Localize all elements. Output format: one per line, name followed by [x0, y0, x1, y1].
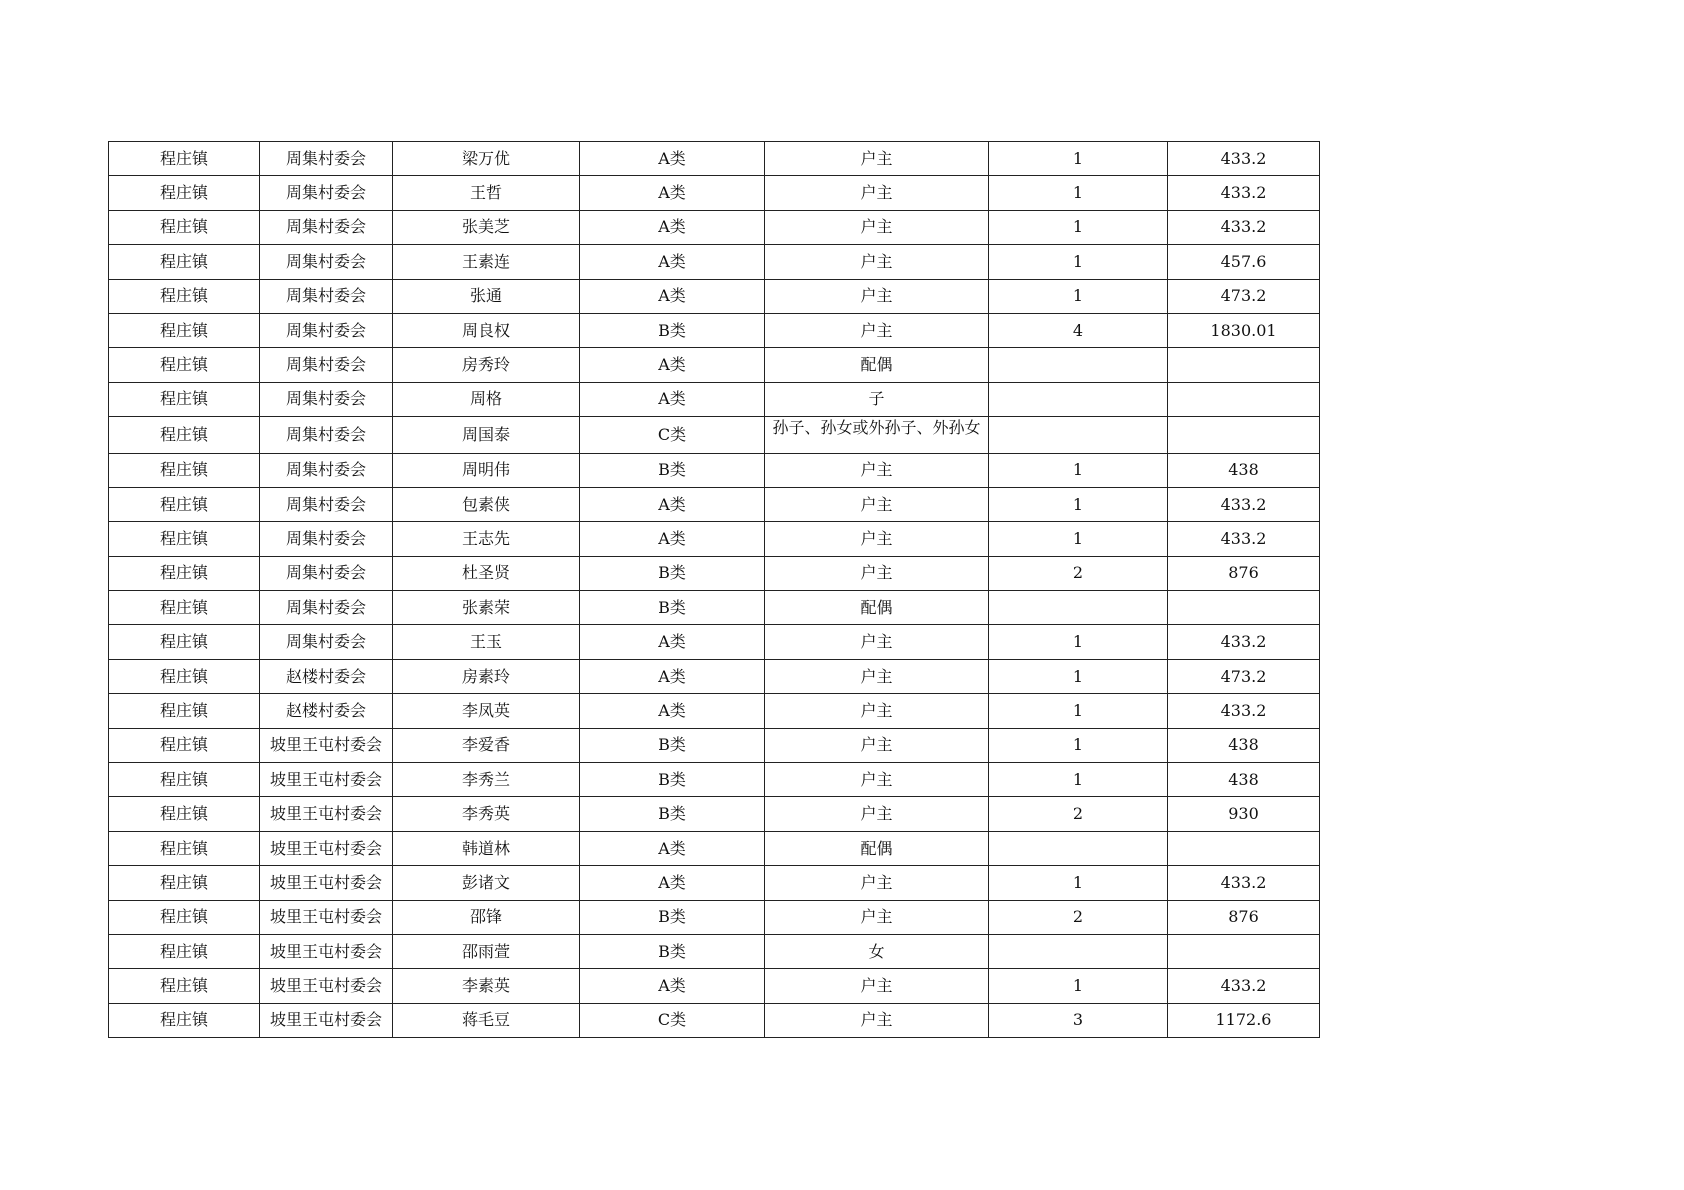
cell-village: 周集村委会	[260, 417, 393, 453]
cell-town: 程庄镇	[109, 417, 260, 453]
table-row	[109, 453, 1320, 487]
cell-count	[989, 348, 1168, 382]
table-row	[109, 1003, 1320, 1037]
cell-name: 包素侠	[393, 487, 580, 521]
cell-name: 李秀兰	[393, 763, 580, 797]
cell-village: 坡里王屯村委会	[260, 1003, 393, 1037]
cell-amount: 457.6	[1168, 245, 1320, 279]
cell-count: 1	[989, 142, 1168, 176]
cell-count	[989, 831, 1168, 865]
cell-count: 1	[989, 279, 1168, 313]
cell-name: 邵雨萱	[393, 934, 580, 968]
cell-town: 程庄镇	[109, 728, 260, 762]
cell-name: 李素英	[393, 969, 580, 1003]
table-row	[109, 831, 1320, 865]
cell-amount	[1168, 382, 1320, 416]
cell-amount: 1172.6	[1168, 1003, 1320, 1037]
table-row	[109, 210, 1320, 244]
cell-town: 程庄镇	[109, 279, 260, 313]
table-row	[109, 625, 1320, 659]
table-row	[109, 382, 1320, 416]
cell-name: 王素连	[393, 245, 580, 279]
cell-count: 1	[989, 694, 1168, 728]
cell-amount: 438	[1168, 453, 1320, 487]
cell-name: 张美芝	[393, 210, 580, 244]
cell-town: 程庄镇	[109, 382, 260, 416]
table-row	[109, 176, 1320, 210]
cell-count	[989, 934, 1168, 968]
cell-amount: 930	[1168, 797, 1320, 831]
cell-category: A类	[580, 382, 765, 416]
cell-village: 赵楼村委会	[260, 659, 393, 693]
cell-relation: 户主	[765, 176, 989, 210]
cell-village: 周集村委会	[260, 522, 393, 556]
cell-count: 1	[989, 453, 1168, 487]
table-row	[109, 487, 1320, 521]
table-row	[109, 522, 1320, 556]
cell-relation: 户主	[765, 313, 989, 347]
cell-count: 1	[989, 969, 1168, 1003]
cell-count: 1	[989, 728, 1168, 762]
cell-relation: 户主	[765, 728, 989, 762]
cell-count: 2	[989, 900, 1168, 934]
cell-amount	[1168, 591, 1320, 625]
cell-name: 梁万优	[393, 142, 580, 176]
cell-town: 程庄镇	[109, 1003, 260, 1037]
cell-village: 坡里王屯村委会	[260, 934, 393, 968]
cell-category: A类	[580, 210, 765, 244]
cell-amount: 433.2	[1168, 694, 1320, 728]
cell-village: 坡里王屯村委会	[260, 900, 393, 934]
cell-count: 3	[989, 1003, 1168, 1037]
cell-relation: 配偶	[765, 348, 989, 382]
cell-amount: 433.2	[1168, 176, 1320, 210]
cell-relation: 配偶	[765, 831, 989, 865]
table-row	[109, 348, 1320, 382]
cell-amount: 433.2	[1168, 866, 1320, 900]
cell-relation: 子	[765, 382, 989, 416]
cell-town: 程庄镇	[109, 866, 260, 900]
cell-village: 坡里王屯村委会	[260, 866, 393, 900]
cell-town: 程庄镇	[109, 142, 260, 176]
cell-village: 坡里王屯村委会	[260, 763, 393, 797]
cell-name: 周良权	[393, 313, 580, 347]
cell-category: B类	[580, 591, 765, 625]
cell-name: 李凤英	[393, 694, 580, 728]
cell-town: 程庄镇	[109, 763, 260, 797]
table-row	[109, 969, 1320, 1003]
cell-relation-text: 孙子、孙女或外孙子、外孙女	[772, 419, 981, 438]
cell-name: 周国泰	[393, 417, 580, 453]
cell-amount: 433.2	[1168, 487, 1320, 521]
cell-count: 4	[989, 313, 1168, 347]
cell-village: 坡里王屯村委会	[260, 969, 393, 1003]
cell-name: 王玉	[393, 625, 580, 659]
cell-town: 程庄镇	[109, 694, 260, 728]
cell-village: 周集村委会	[260, 487, 393, 521]
cell-category: A类	[580, 866, 765, 900]
cell-village: 周集村委会	[260, 245, 393, 279]
table-row	[109, 591, 1320, 625]
cell-village: 赵楼村委会	[260, 694, 393, 728]
cell-town: 程庄镇	[109, 969, 260, 1003]
cell-relation: 户主	[765, 453, 989, 487]
cell-category: B类	[580, 556, 765, 590]
table-row	[109, 694, 1320, 728]
data-table	[108, 141, 1320, 1038]
cell-town: 程庄镇	[109, 522, 260, 556]
cell-village: 周集村委会	[260, 453, 393, 487]
cell-relation: 户主	[765, 279, 989, 313]
cell-name: 周明伟	[393, 453, 580, 487]
cell-category: A类	[580, 142, 765, 176]
cell-name: 邵锋	[393, 900, 580, 934]
cell-amount: 876	[1168, 556, 1320, 590]
cell-amount	[1168, 934, 1320, 968]
cell-count: 1	[989, 176, 1168, 210]
cell-category: B类	[580, 313, 765, 347]
cell-count: 1	[989, 763, 1168, 797]
cell-amount: 1830.01	[1168, 313, 1320, 347]
cell-amount: 876	[1168, 900, 1320, 934]
cell-town: 程庄镇	[109, 453, 260, 487]
cell-count: 1	[989, 245, 1168, 279]
cell-relation: 户主	[765, 522, 989, 556]
cell-relation: 户主	[765, 142, 989, 176]
table-row	[109, 900, 1320, 934]
cell-village: 周集村委会	[260, 176, 393, 210]
cell-category: C类	[580, 1003, 765, 1037]
cell-name: 杜圣贤	[393, 556, 580, 590]
cell-name: 张素荣	[393, 591, 580, 625]
cell-town: 程庄镇	[109, 176, 260, 210]
cell-relation: 户主	[765, 969, 989, 1003]
table-row	[109, 797, 1320, 831]
cell-name: 彭诸文	[393, 866, 580, 900]
cell-relation: 户主	[765, 245, 989, 279]
table-row	[109, 556, 1320, 590]
table-row	[109, 728, 1320, 762]
cell-village: 周集村委会	[260, 142, 393, 176]
cell-town: 程庄镇	[109, 487, 260, 521]
cell-town: 程庄镇	[109, 831, 260, 865]
cell-category: B类	[580, 728, 765, 762]
table-row	[109, 763, 1320, 797]
table-row	[109, 417, 1320, 453]
cell-category: A类	[580, 487, 765, 521]
cell-town: 程庄镇	[109, 313, 260, 347]
cell-amount: 433.2	[1168, 142, 1320, 176]
cell-relation: 户主	[765, 797, 989, 831]
cell-village: 周集村委会	[260, 210, 393, 244]
cell-village: 周集村委会	[260, 556, 393, 590]
cell-town: 程庄镇	[109, 934, 260, 968]
cell-village: 周集村委会	[260, 313, 393, 347]
cell-relation: 户主	[765, 694, 989, 728]
cell-count: 1	[989, 210, 1168, 244]
cell-town: 程庄镇	[109, 900, 260, 934]
cell-count: 1	[989, 522, 1168, 556]
cell-amount: 433.2	[1168, 969, 1320, 1003]
cell-village: 周集村委会	[260, 591, 393, 625]
cell-name: 房秀玲	[393, 348, 580, 382]
cell-name: 韩道林	[393, 831, 580, 865]
cell-amount	[1168, 348, 1320, 382]
cell-name: 张通	[393, 279, 580, 313]
cell-amount: 473.2	[1168, 659, 1320, 693]
cell-amount	[1168, 831, 1320, 865]
cell-name: 蒋毛豆	[393, 1003, 580, 1037]
cell-relation: 户主	[765, 763, 989, 797]
cell-count: 1	[989, 866, 1168, 900]
cell-town: 程庄镇	[109, 245, 260, 279]
cell-name: 王志先	[393, 522, 580, 556]
cell-amount	[1168, 417, 1320, 453]
cell-category: B类	[580, 797, 765, 831]
cell-village: 坡里王屯村委会	[260, 728, 393, 762]
cell-category: A类	[580, 245, 765, 279]
cell-category: B类	[580, 934, 765, 968]
cell-town: 程庄镇	[109, 659, 260, 693]
cell-count: 1	[989, 659, 1168, 693]
cell-town: 程庄镇	[109, 625, 260, 659]
cell-relation: 户主	[765, 659, 989, 693]
cell-relation: 户主	[765, 866, 989, 900]
table-row	[109, 142, 1320, 176]
cell-category: B类	[580, 900, 765, 934]
cell-relation: 户主	[765, 210, 989, 244]
cell-village: 坡里王屯村委会	[260, 797, 393, 831]
cell-relation: 户主	[765, 625, 989, 659]
cell-relation: 户主	[765, 556, 989, 590]
table-row	[109, 934, 1320, 968]
cell-count	[989, 591, 1168, 625]
cell-category: A类	[580, 348, 765, 382]
cell-amount: 433.2	[1168, 522, 1320, 556]
cell-village: 周集村委会	[260, 279, 393, 313]
cell-name: 李秀英	[393, 797, 580, 831]
cell-amount: 438	[1168, 763, 1320, 797]
cell-village: 周集村委会	[260, 625, 393, 659]
cell-relation: 户主	[765, 487, 989, 521]
cell-category: A类	[580, 625, 765, 659]
table-row	[109, 659, 1320, 693]
cell-category: A类	[580, 831, 765, 865]
cell-name: 房素玲	[393, 659, 580, 693]
table-row	[109, 313, 1320, 347]
table-row	[109, 279, 1320, 313]
cell-count: 1	[989, 487, 1168, 521]
table-body	[109, 142, 1320, 1038]
cell-category: B类	[580, 453, 765, 487]
cell-count: 2	[989, 556, 1168, 590]
cell-village: 周集村委会	[260, 382, 393, 416]
cell-category: C类	[580, 417, 765, 453]
cell-category: A类	[580, 659, 765, 693]
table-row	[109, 866, 1320, 900]
cell-town: 程庄镇	[109, 591, 260, 625]
cell-category: A类	[580, 176, 765, 210]
cell-category: B类	[580, 763, 765, 797]
cell-name: 王哲	[393, 176, 580, 210]
cell-category: A类	[580, 694, 765, 728]
cell-name: 周格	[393, 382, 580, 416]
cell-category: A类	[580, 522, 765, 556]
cell-town: 程庄镇	[109, 797, 260, 831]
cell-amount: 438	[1168, 728, 1320, 762]
cell-count: 1	[989, 625, 1168, 659]
cell-amount: 433.2	[1168, 625, 1320, 659]
cell-village: 坡里王屯村委会	[260, 831, 393, 865]
cell-count	[989, 417, 1168, 453]
cell-relation: 户主	[765, 1003, 989, 1037]
cell-name: 李爱香	[393, 728, 580, 762]
cell-town: 程庄镇	[109, 348, 260, 382]
cell-town: 程庄镇	[109, 210, 260, 244]
cell-category: A类	[580, 969, 765, 1003]
cell-relation: 户主	[765, 900, 989, 934]
table-row	[109, 245, 1320, 279]
cell-relation: 女	[765, 934, 989, 968]
cell-amount: 473.2	[1168, 279, 1320, 313]
cell-amount: 433.2	[1168, 210, 1320, 244]
cell-count: 2	[989, 797, 1168, 831]
cell-relation: 配偶	[765, 591, 989, 625]
cell-category: A类	[580, 279, 765, 313]
cell-relation	[765, 417, 989, 453]
cell-town: 程庄镇	[109, 556, 260, 590]
cell-village: 周集村委会	[260, 348, 393, 382]
cell-count	[989, 382, 1168, 416]
